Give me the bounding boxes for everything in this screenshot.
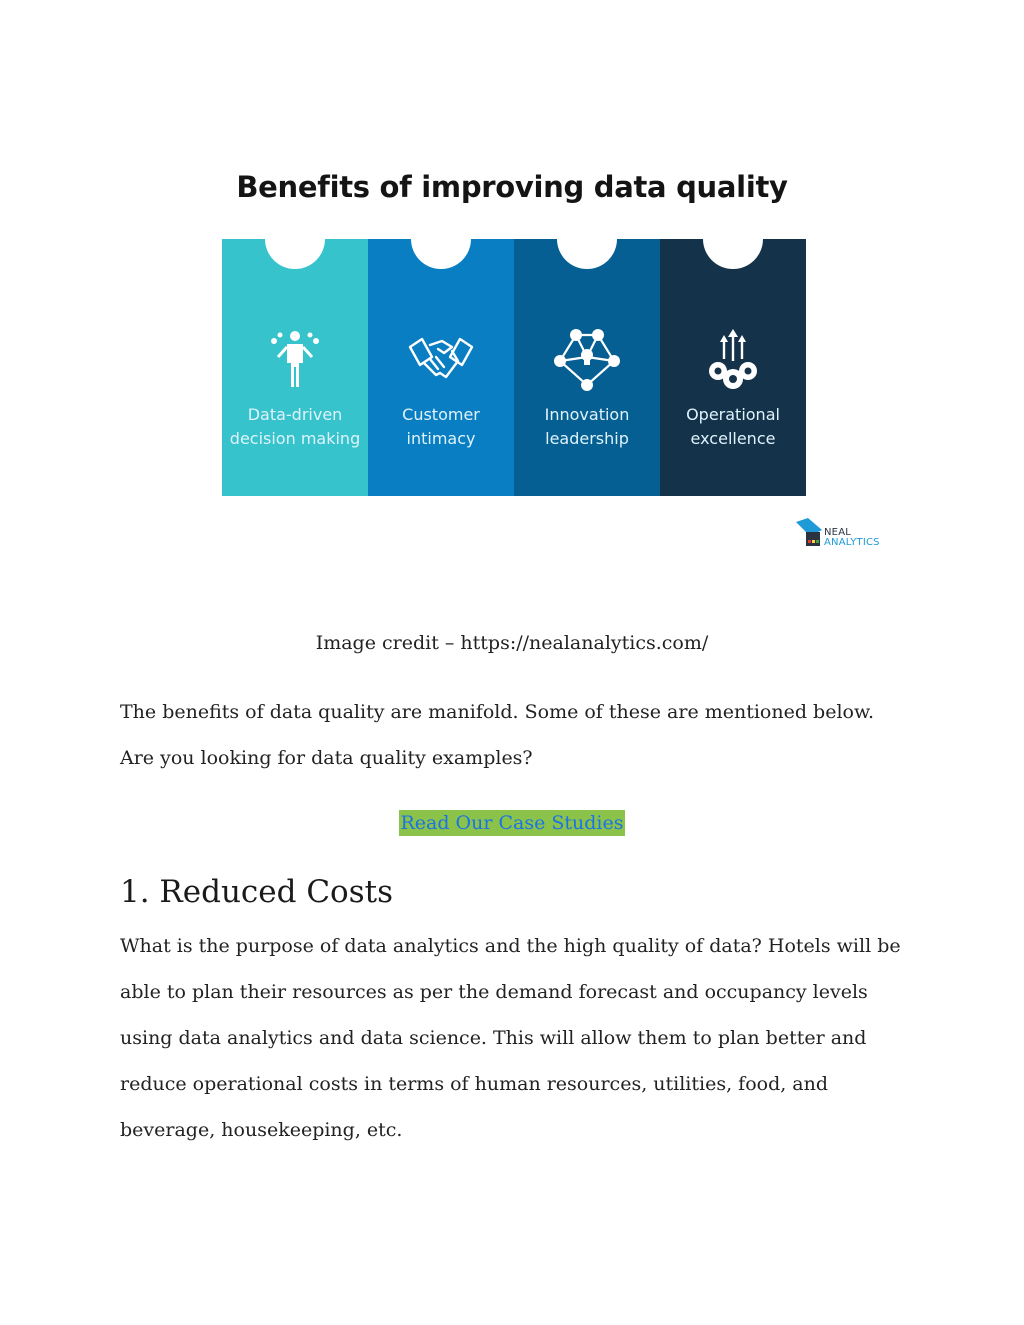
panel-innovation: [514, 239, 660, 496]
logo-line: NEAL: [824, 527, 852, 538]
neal-analytics-logo: [794, 518, 894, 554]
figure-title: Benefits of improving data quality: [236, 170, 788, 204]
panel-label-line: leadership: [545, 429, 629, 448]
panel-customer: [368, 239, 514, 496]
panel-label-line: Innovation: [544, 405, 630, 424]
panel-operational: [660, 239, 806, 496]
intro-paragraph: The benefits of data quality are manifold. Some of these are mentioned below. Are you looking for data quality examples?: [120, 701, 875, 769]
panel-notch: [703, 239, 763, 269]
gears-arrows-icon: [698, 327, 768, 391]
panel-label: [660, 403, 806, 451]
panel-label-line: Data-driven: [247, 405, 343, 424]
panel-label: [514, 403, 660, 451]
section-body: What is the purpose of data analytics and the high quality of data? Hotels will be able to plan their resources as per the demand forecast and occupancy levels using data analytics and data science. This will allow them to plan better and reduce operational costs in terms of human resources, utilities, food, and beverage, housekeeping, etc.: [120, 935, 901, 1141]
panel-label: [222, 403, 368, 451]
panel-label: [368, 403, 514, 451]
panel-label-line: intimacy: [406, 429, 476, 448]
panel-notch: [411, 239, 471, 269]
cta-container: [0, 810, 1024, 836]
panel-data-driven: [222, 239, 368, 496]
panel-notch: [265, 239, 325, 269]
benefits-figure: [120, 120, 904, 580]
panel-label-line: excellence: [690, 429, 776, 448]
logo-line: ANALYTICS: [824, 537, 880, 548]
read-case-studies-link[interactable]: Read Our Case Studies: [400, 812, 624, 834]
handshake-icon: [406, 327, 476, 391]
logo-text: [824, 528, 880, 548]
panel-label-line: Operational: [686, 405, 780, 424]
panel-notch: [557, 239, 617, 269]
benefit-panels: [222, 239, 806, 496]
logo-mark-icon: [794, 518, 824, 548]
panel-label-line: decision making: [229, 429, 361, 448]
section-heading: 1. Reduced Costs: [120, 874, 393, 910]
image-caption: Image credit – https://nealanalytics.com/: [315, 632, 709, 654]
network-bulb-icon: [552, 327, 622, 391]
juggling-person-icon: [260, 327, 330, 391]
panel-label-line: Customer: [402, 405, 480, 424]
